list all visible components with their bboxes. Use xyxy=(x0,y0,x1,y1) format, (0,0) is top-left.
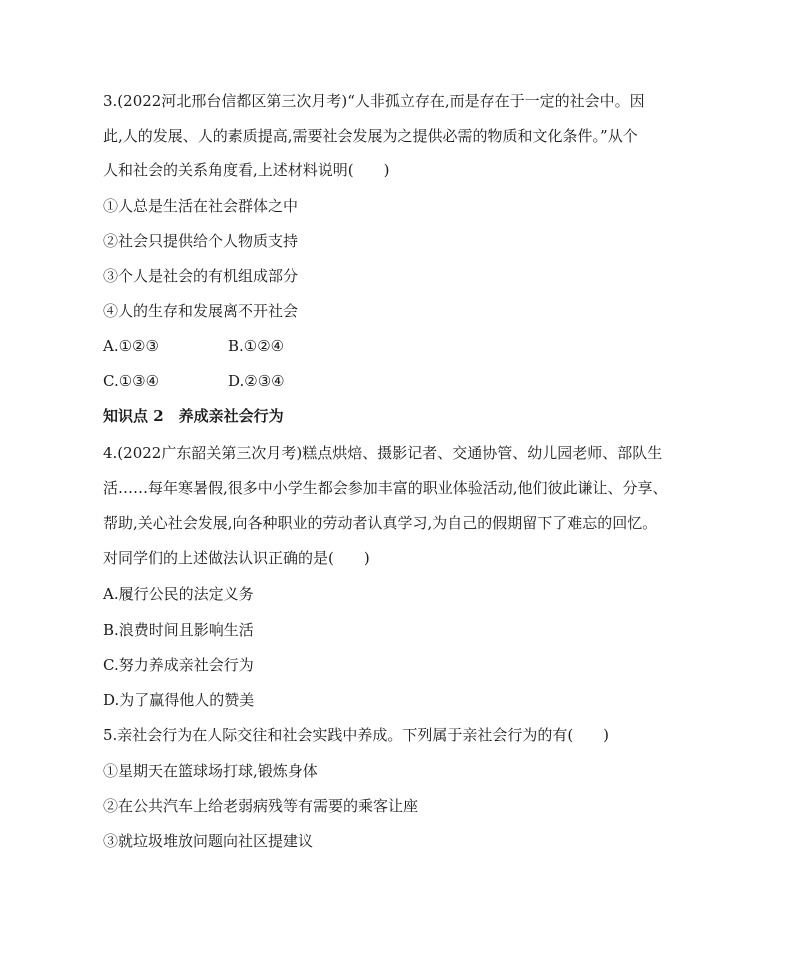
q4-stem-line-4: 对同学们的上述做法认识正确的是( ) xyxy=(103,549,370,567)
q3-option-d: D.②③④ xyxy=(228,372,285,390)
section-heading: 知识点 2 养成亲社会行为 xyxy=(103,407,284,425)
q5-statement-2: ②在公共汽车上给老弱病残等有需要的乘客让座 xyxy=(103,797,419,815)
q3-options-row-1 xyxy=(103,336,723,356)
q4-stem-line-3: 帮助,关心社会发展,向各种职业的劳动者认真学习,为自己的假期留下了难忘的回忆。 xyxy=(103,514,658,532)
q5-statement-3: ③就垃圾堆放问题向社区提建议 xyxy=(103,832,314,850)
q4-option-b: B.浪费时间且影响生活 xyxy=(103,621,254,639)
q4-option-a: A.履行公民的法定义务 xyxy=(103,585,254,603)
q3-option-a: A.①②③ xyxy=(103,337,159,355)
q5-statement-1: ①星期天在篮球场打球,锻炼身体 xyxy=(103,762,318,780)
q3-statement-2: ②社会只提供给个人物质支持 xyxy=(103,232,299,250)
q3-stem-line-1: 3.(2022河北邢台信都区第三次月考)“人非孤立存在,而是存在于一定的社会中。因 xyxy=(103,92,645,110)
q3-statement-4: ④人的生存和发展离不开社会 xyxy=(103,302,299,320)
q3-options-row-2 xyxy=(103,371,723,391)
q3-stem-line-3: 人和社会的关系角度看,上述材料说明( ) xyxy=(103,161,390,179)
q4-stem-line-1: 4.(2022广东韶关第三次月考)糕点烘焙、摄影记者、交通协管、幼儿园老师、部队生 xyxy=(103,444,663,462)
q4-stem-line-2: 活……每年寒暑假,很多中小学生都会参加丰富的职业体验活动,他们彼此谦让、分享、 xyxy=(103,479,668,497)
q4-option-c: C.努力养成亲社会行为 xyxy=(103,656,254,674)
q3-statement-3: ③个人是社会的有机组成部分 xyxy=(103,267,299,285)
q3-option-b: B.①②④ xyxy=(228,337,285,355)
q3-statement-1: ①人总是生活在社会群体之中 xyxy=(103,197,299,215)
q4-option-d: D.为了赢得他人的赞美 xyxy=(103,691,255,709)
q3-stem-line-2: 此,人的发展、人的素质提高,需要社会发展为之提供必需的物质和文化条件。”从个 xyxy=(103,127,638,145)
q5-stem: 5.亲社会行为在人际交往和社会实践中养成。下列属于亲社会行为的有( ) xyxy=(103,726,610,744)
q3-option-c: C.①③④ xyxy=(103,372,160,390)
